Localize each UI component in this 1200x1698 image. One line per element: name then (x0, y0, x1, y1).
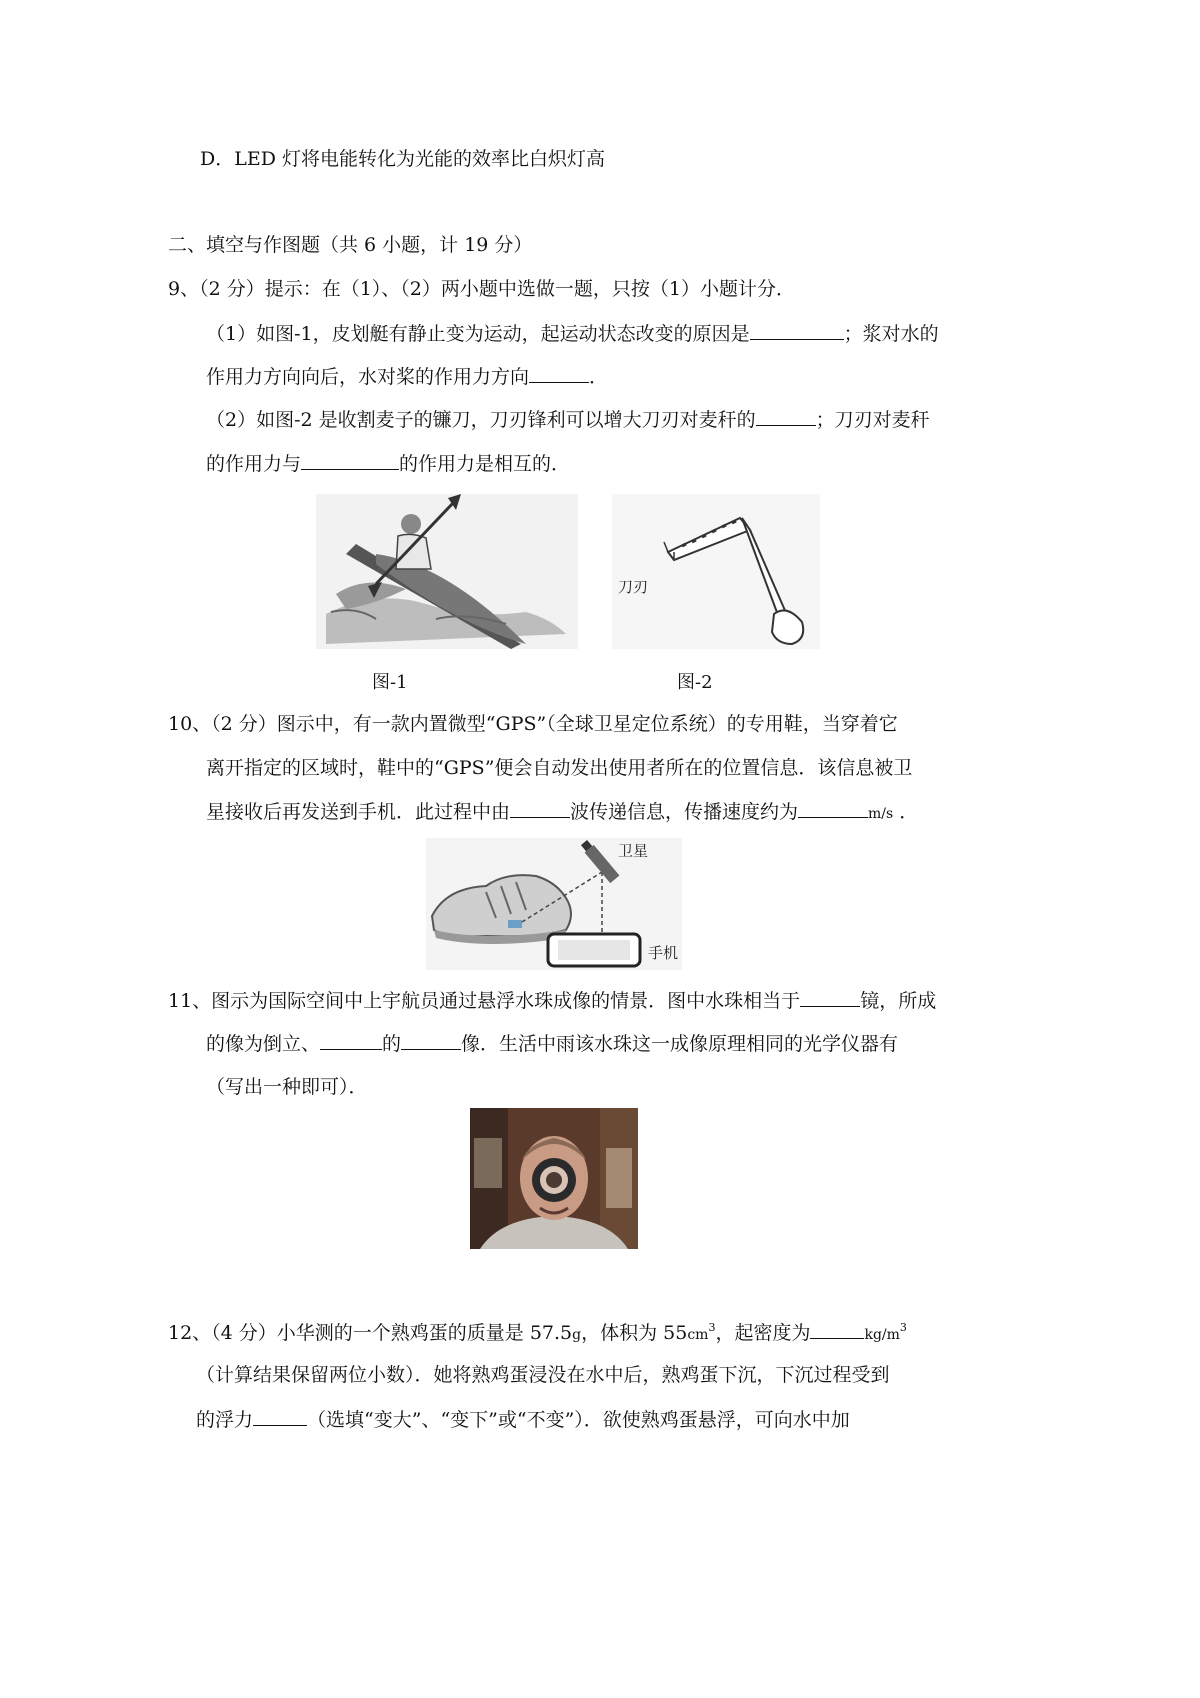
q10-line3 (206, 799, 918, 826)
answer-blank-q9-3[interactable] (756, 407, 816, 426)
phone-label: 手机 (648, 944, 679, 962)
q11-line2 (206, 1031, 898, 1056)
q12-text-b: ，体积为 55 (581, 1322, 688, 1344)
q9-part2-text-c: 的作用力与 (206, 453, 302, 475)
q9-part2-text-a: （2）如图-2 是收割麦子的镰刀，刀刃锋利可以增大刀刃对麦秆的 (206, 409, 756, 431)
figure-2-caption: 图-2 (677, 672, 713, 693)
answer-blank-q11-2[interactable] (320, 1031, 382, 1050)
figure-2-sickle-image (612, 494, 820, 649)
q12-line3 (196, 1407, 850, 1432)
answer-blank-q10-2[interactable] (798, 799, 868, 818)
q12-text-a: 12、（4 分）小华测的一个熟鸡蛋的质量是 57.5 (168, 1322, 573, 1344)
q9-part2-text-b: ；刀刃对麦秆 (815, 409, 930, 431)
figure-astronaut-water-drop-image (470, 1108, 638, 1249)
q12-text-d: 的浮力 (196, 1409, 254, 1431)
unit-gram: g (572, 1327, 582, 1343)
q10-text-a: 星接收后再发送到手机．此过程中由 (206, 801, 511, 823)
q12-text-e: （选填“变大”、“变下”或“不变”）．欲使熟鸡蛋悬浮，可向水中加 (307, 1409, 850, 1431)
q10-text-end: ． (899, 801, 919, 823)
figure-1-kayak-image (316, 494, 578, 649)
answer-blank-q11-1[interactable] (800, 988, 860, 1007)
q9-part1-text-d: ． (589, 366, 609, 388)
answer-blank-q11-3[interactable] (401, 1031, 461, 1050)
q9-part2-line1 (206, 407, 930, 432)
section-heading: 二、填空与作图题（共 6 小题，计 19 分） (168, 234, 533, 256)
answer-blank-q10-1[interactable] (510, 799, 570, 818)
q9-part1-line2 (206, 364, 608, 389)
q10-text-b: 波传递信息，传播速度约为 (570, 801, 799, 823)
q11-text-a: 11、图示为国际空间中上宇航员通过悬浮水珠成像的情景．图中水珠相当于 (168, 990, 801, 1012)
superscript-3: 3 (708, 1321, 716, 1334)
answer-blank-q12-2[interactable] (253, 1407, 307, 1426)
q9-part1-text-b: ；浆对水的 (843, 323, 939, 345)
figure-gps-shoe-image (426, 838, 682, 970)
unit-meters-per-second: m/s (868, 806, 894, 822)
q8-option-d: D．LED 灯将电能转化为光能的效率比白炽灯高 (200, 148, 605, 170)
unit-cubic-centimeter: cm (687, 1327, 709, 1343)
answer-blank-q9-2[interactable] (529, 364, 589, 383)
q9-part2-line2 (206, 451, 570, 476)
q12-line2: （计算结果保留两位小数）．她将熟鸡蛋浸没在水中后，熟鸡蛋下沉，下沉过程受到 (196, 1364, 890, 1386)
q12-text-c: ，起密度为 (715, 1322, 811, 1344)
unit-kg-per-cubic-meter: kg/m (864, 1327, 900, 1343)
q11-text-c: 的像为倒立、 (206, 1033, 321, 1055)
q11-text-d: 的 (382, 1033, 402, 1055)
q11-line1 (168, 988, 936, 1013)
figure-2-blade-label: 刀刃 (618, 578, 649, 596)
q9-part2-text-d: 的作用力是相互的． (399, 453, 571, 475)
q11-line3: （写出一种即可）． (206, 1076, 368, 1098)
answer-blank-q12-1[interactable] (810, 1320, 864, 1339)
q9-part1-text-a: （1）如图-1，皮划艇有静止变为运动，起运动状态改变的原因是 (206, 323, 750, 345)
superscript-3-density: 3 (899, 1321, 907, 1334)
figure-1-caption: 图-1 (372, 672, 408, 693)
q10-line1: 10、（2 分）图示中，有一款内置微型“GPS”（全球卫星定位系统）的专用鞋，当穿着它 (168, 713, 898, 735)
q11-text-e: 像．生活中雨该水珠这一成像原理相同的光学仪器有 (461, 1033, 899, 1055)
answer-blank-q9-4[interactable] (301, 451, 399, 470)
satellite-label: 卫星 (618, 842, 649, 860)
q9-part1-text-c: 作用力方向向后，水对桨的作用力方向 (206, 366, 530, 388)
q11-text-b: 镜，所成 (860, 990, 937, 1012)
q9-part1-line1 (206, 321, 939, 346)
q9-intro: 9、（2 分）提示：在（1）、（2）两小题中选做一题，只按（1）小题计分． (168, 278, 795, 300)
q12-line1 (168, 1316, 907, 1347)
q10-line2: 离开指定的区域时，鞋中的“GPS”便会自动发出使用者所在的位置信息．该信息被卫 (206, 757, 913, 779)
answer-blank-q9-1[interactable] (750, 321, 844, 340)
